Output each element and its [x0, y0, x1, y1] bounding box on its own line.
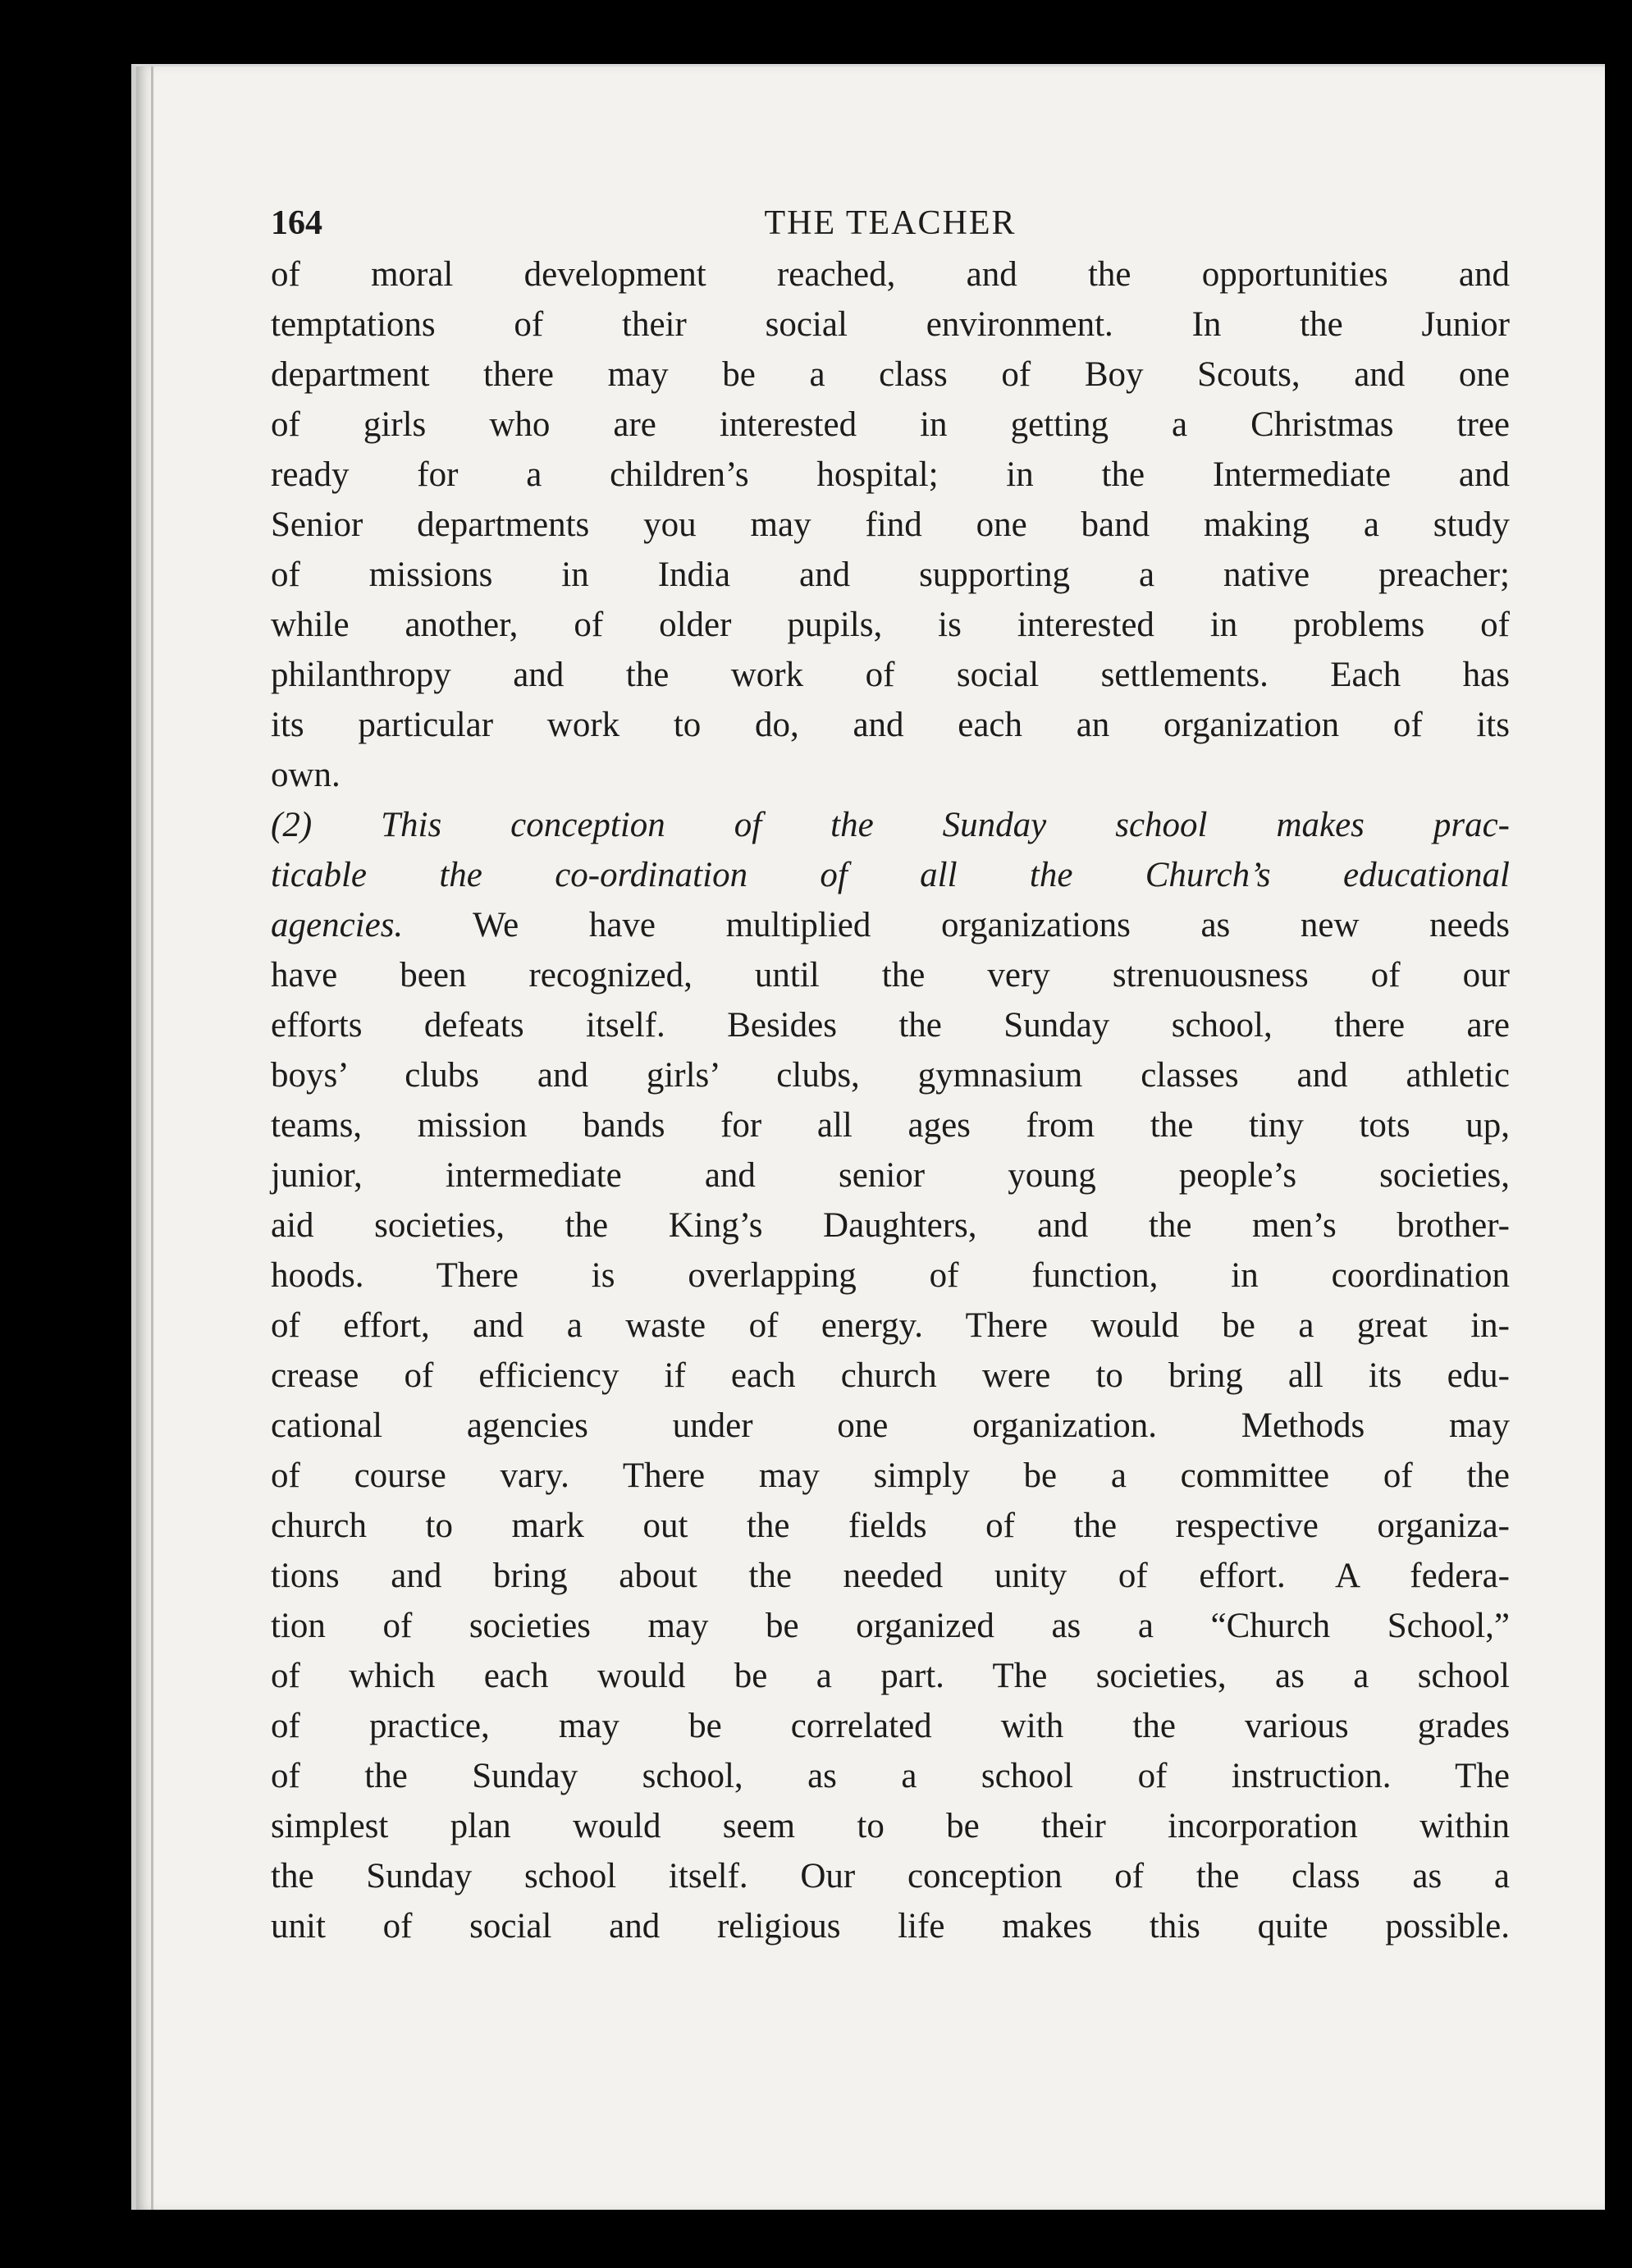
- text-line: of moral development reached, and the opportunities and: [271, 255, 1510, 294]
- running-title: THE TEACHER: [764, 204, 1017, 242]
- text-line: efforts defeats itself. Besides the Sunday school, there are: [271, 1006, 1510, 1045]
- text-line: of practice, may be correlated with the various grades: [271, 1707, 1510, 1745]
- text-line: tion of societies may be organized as a “Church School,”: [271, 1607, 1510, 1645]
- text-line: temptations of their social environment. In the Junior: [271, 305, 1510, 344]
- text-line: aid societies, the King’s Daughters, and the men’s brother-: [271, 1206, 1510, 1245]
- text-line: [271, 900, 1510, 950]
- text-line: while another, of older pupils, is interested in problems of: [271, 606, 1510, 644]
- italic-heading-part: (2) This conception of the Sunday school makes prac-: [271, 806, 1510, 844]
- text-line: Senior departments you may find one band making a study: [271, 505, 1510, 544]
- text-line: church to mark out the fields of the respective organiza-: [271, 1507, 1510, 1545]
- text-line: department there may be a class of Boy Scouts, and one: [271, 355, 1510, 394]
- text-line: of the Sunday school, as a school of instruction. The: [271, 1757, 1510, 1795]
- text-line: cational agencies under one organization. Methods may: [271, 1406, 1510, 1445]
- text-line-italic-lead: [271, 850, 1510, 900]
- text-line: unit of social and religious life makes this quite possible.: [271, 1907, 1510, 1946]
- page-number: 164: [271, 204, 322, 242]
- text-line: of girls who are interested in getting a Christmas tree: [271, 405, 1510, 444]
- page-text-block: [271, 197, 1510, 1951]
- text-line: of course vary. There may simply be a committee of the: [271, 1456, 1510, 1495]
- text-line: tions and bring about the needed unity of effort. A federa-: [271, 1557, 1510, 1595]
- text-line: have been recognized, until the very strenuousness of our: [271, 956, 1510, 995]
- text-line: boys’ clubs and girls’ clubs, gymnasium classes and athletic: [271, 1056, 1510, 1095]
- running-head: [271, 197, 1510, 249]
- text-line-italic-lead: [271, 800, 1510, 850]
- text-line: of which each would be a part. The societies, as a school: [271, 1657, 1510, 1695]
- text-line: junior, intermediate and senior young people’s societies,: [271, 1156, 1510, 1195]
- text-line: crease of efficiency if each church were to bring all its edu-: [271, 1356, 1510, 1395]
- text-line: simplest plan would seem to be their incorporation within: [271, 1807, 1510, 1845]
- text-line: teams, mission bands for all ages from the tiny tots up,: [271, 1106, 1510, 1145]
- text-line: the Sunday school itself. Our conception of the class as a: [271, 1857, 1510, 1895]
- text-line: own.: [271, 756, 341, 794]
- text-run: We have multiplied organizations as new needs: [403, 906, 1510, 944]
- text-line: hoods. There is overlapping of function, in coordination: [271, 1256, 1510, 1295]
- page-edge: [151, 66, 153, 2210]
- italic-heading-part: ticable the co-ordination of all the Church’s educational: [271, 856, 1510, 894]
- text-line: of effort, and a waste of energy. There would be a great in-: [271, 1306, 1510, 1345]
- italic-heading-part: agencies.: [271, 906, 404, 944]
- text-line: philanthropy and the work of social settlements. Each has: [271, 656, 1510, 694]
- text-line: ready for a children’s hospital; in the Intermediate and: [271, 455, 1510, 494]
- text-line: its particular work to do, and each an organization of its: [271, 706, 1510, 744]
- text-line: of missions in India and supporting a native preacher;: [271, 556, 1510, 594]
